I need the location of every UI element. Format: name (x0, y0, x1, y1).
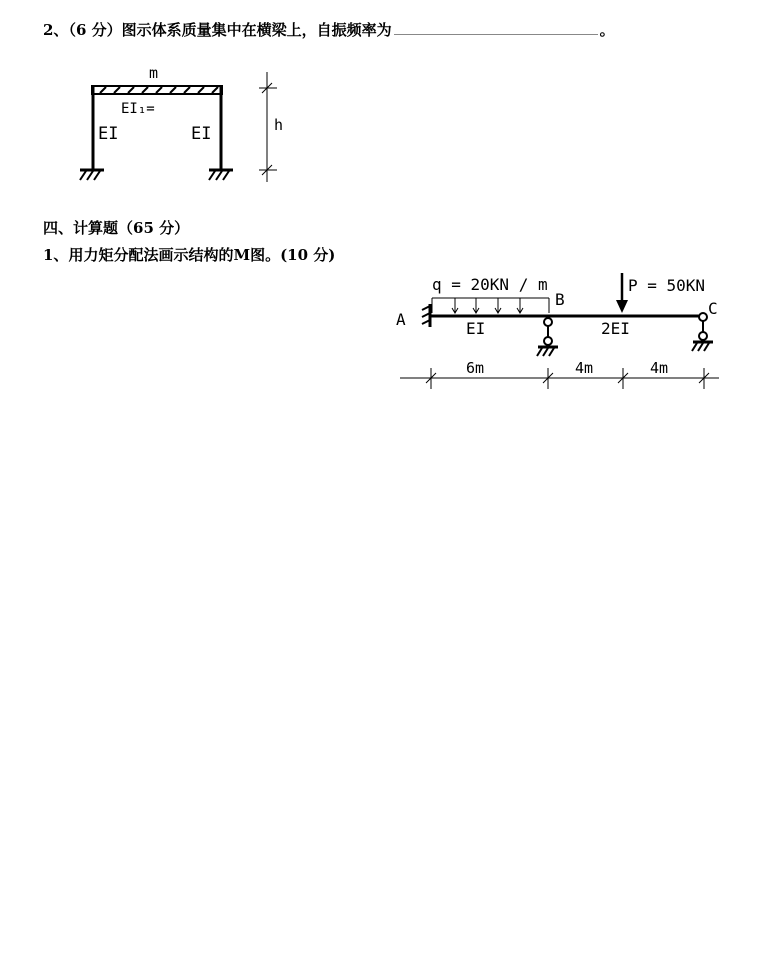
distributed-load (432, 298, 549, 313)
mass-label: m (149, 64, 159, 82)
distributed-load-label: q = 20KN / m (432, 275, 548, 294)
question-2-number: 2、 (43, 21, 69, 39)
question-1 (43, 244, 335, 265)
label-c: C (708, 299, 718, 318)
dimension-line (400, 368, 719, 389)
dimension-4m-right: 4m (650, 359, 669, 377)
roller-support-c (692, 313, 713, 351)
label-a: A (396, 310, 406, 329)
frame-beam (92, 86, 222, 94)
question-2-end: 。 (599, 21, 615, 39)
fixed-support-a (422, 304, 430, 327)
left-fixed-support (80, 170, 104, 180)
height-label: h (274, 116, 284, 134)
question-2 (43, 19, 615, 40)
answer-blank[interactable] (394, 22, 598, 35)
section-4-title: 四、计算题 (43, 219, 119, 237)
point-load-label: P = 50KN (628, 276, 706, 295)
dimension-4m-left: 4m (575, 359, 594, 377)
height-dimension (259, 72, 277, 182)
section-4-heading (43, 217, 189, 238)
roller-support-b (537, 318, 558, 356)
question-2-text: 图示体系质量集中在横梁上，自振频率为 (121, 21, 392, 39)
point-load-arrow (616, 273, 628, 313)
left-column-label: EI (98, 124, 119, 144)
stiffness-bc: 2EI (601, 319, 630, 338)
beam-stiffness-label: EI₁= (121, 101, 155, 117)
question-1-points: (10 分) (280, 246, 336, 264)
right-fixed-support (209, 170, 233, 180)
dimension-6m: 6m (466, 359, 485, 377)
question-2-points: （6 分） (68, 21, 122, 39)
question-1-text: 用力矩分配法画示结构的 (68, 246, 234, 264)
label-b: B (555, 290, 565, 309)
right-column-label: EI (191, 124, 212, 144)
question-1-number: 1、 (43, 246, 69, 264)
stiffness-ab: EI (466, 319, 486, 338)
section-4-points: （65 分） (118, 219, 190, 237)
question-1-m: M (233, 246, 251, 264)
question-1-text2: 图。 (250, 246, 281, 264)
